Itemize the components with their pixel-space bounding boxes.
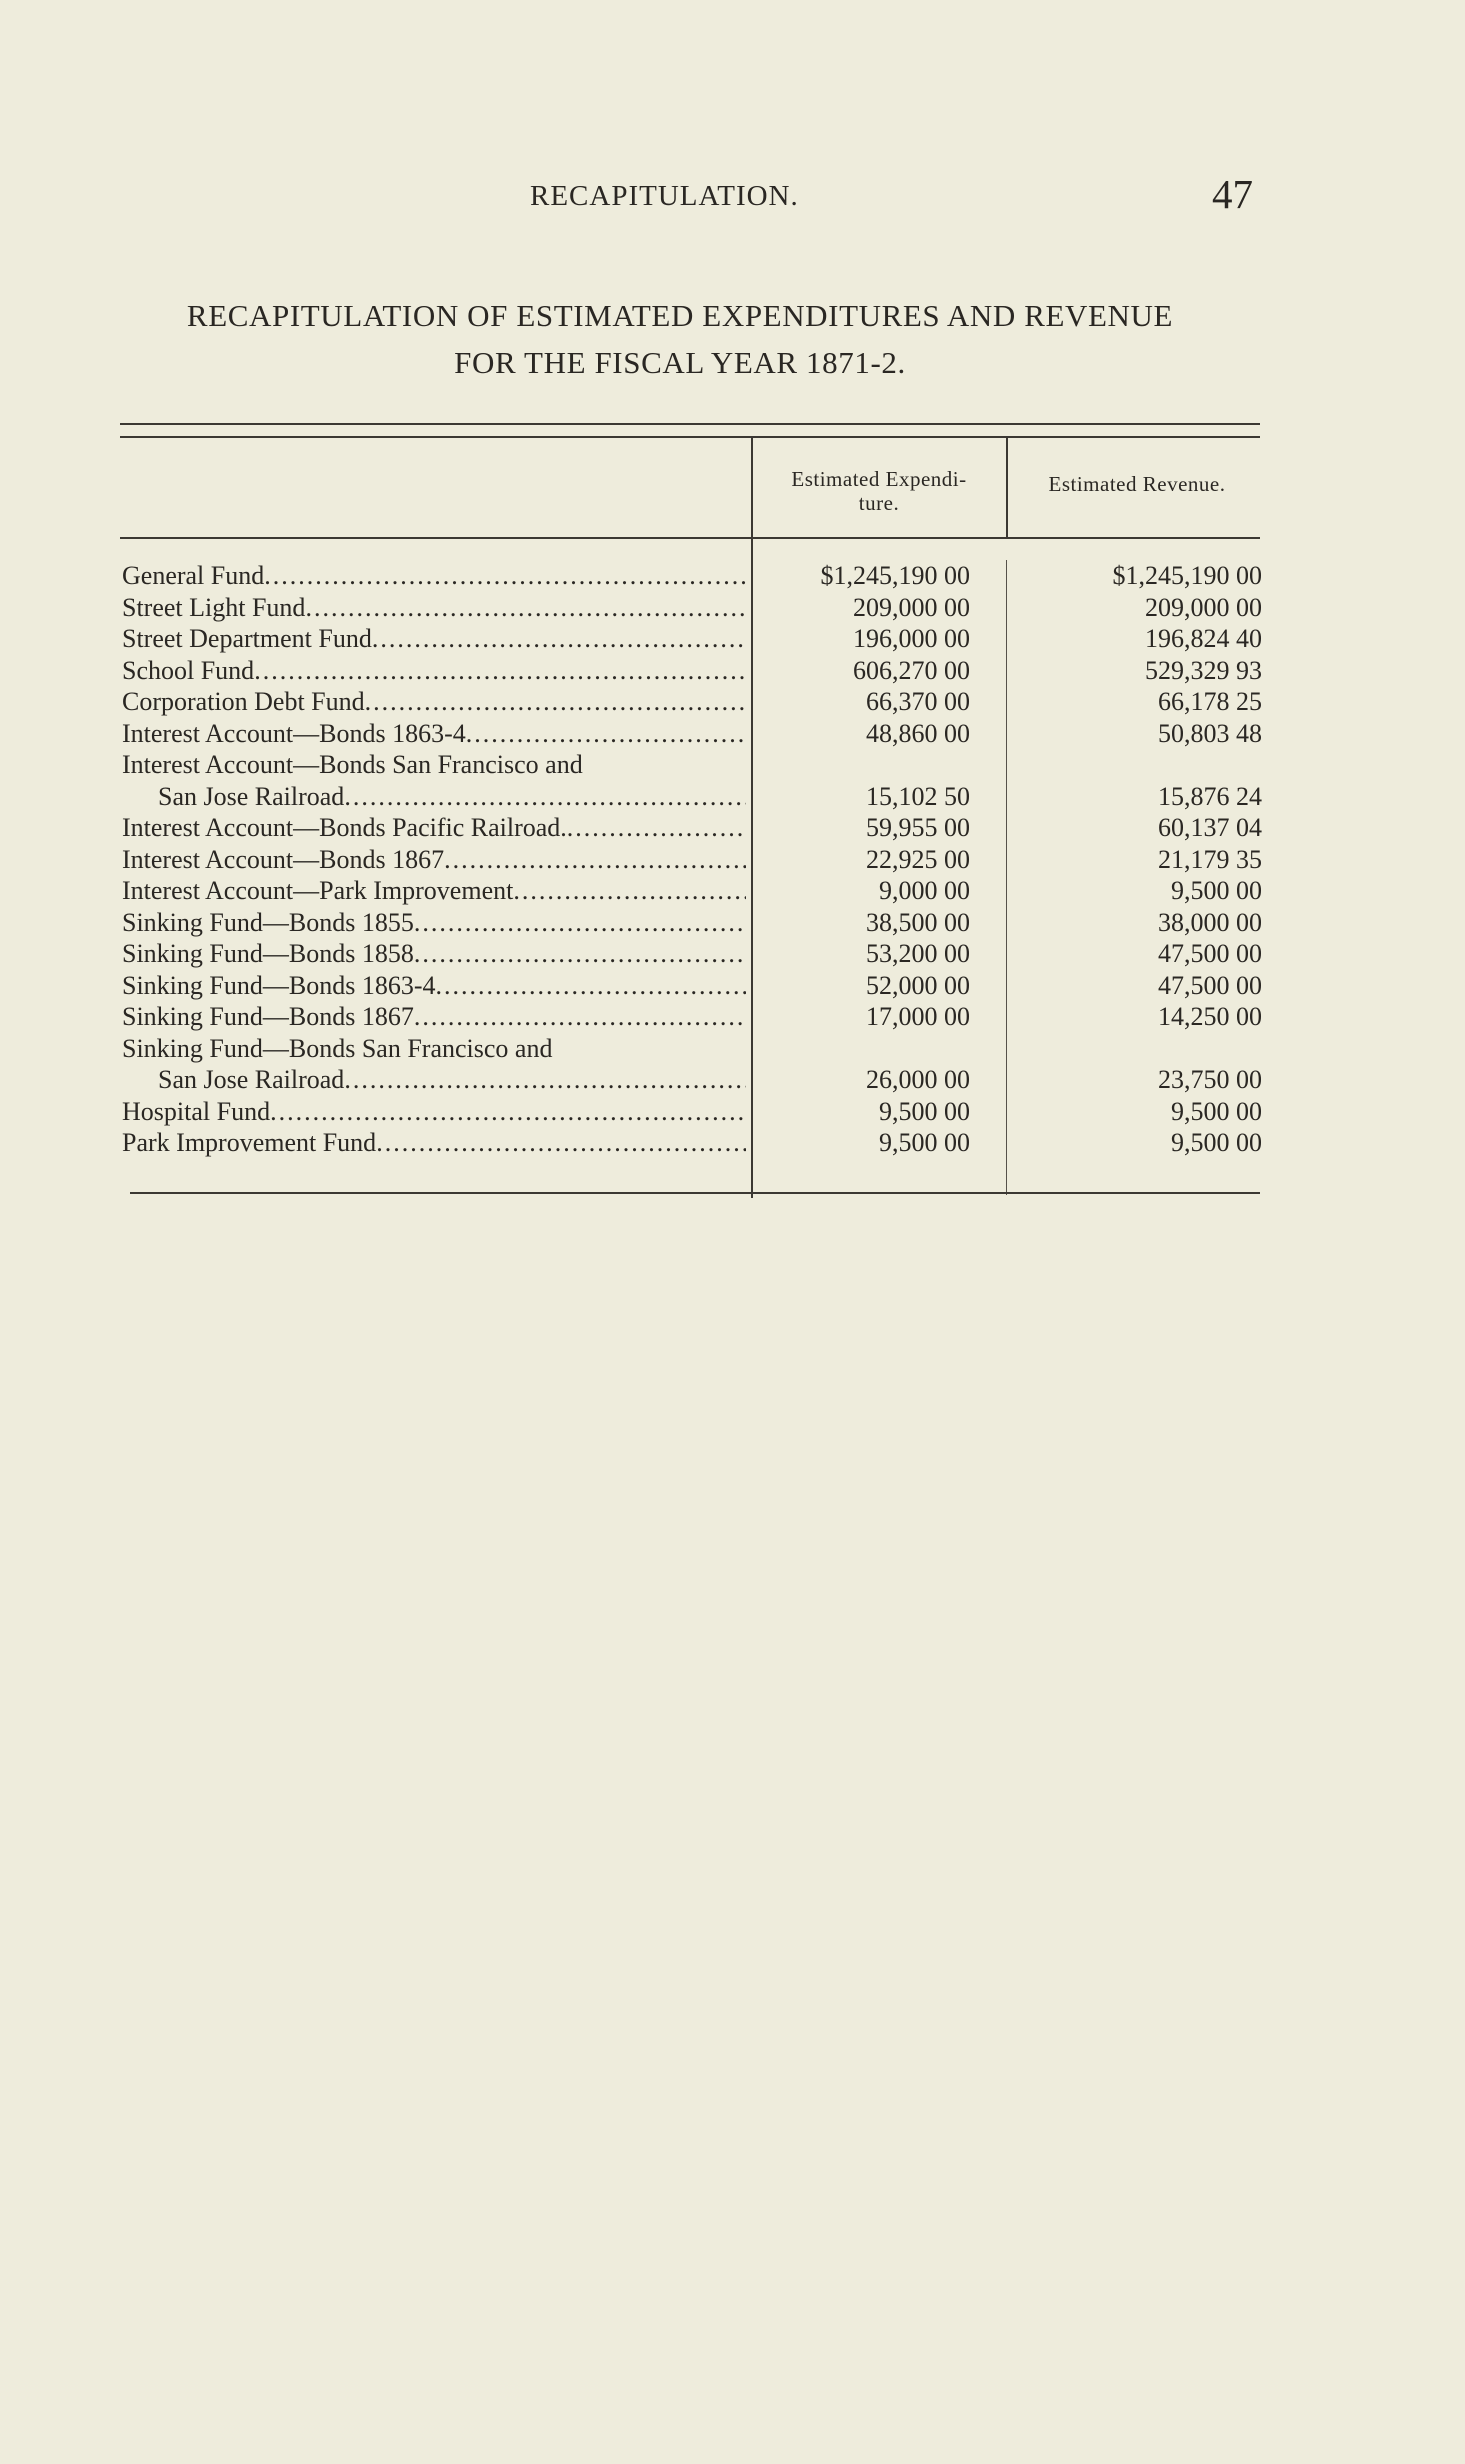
estimated-revenue-cell: 9,500 00 <box>1171 1128 1262 1157</box>
fund-name-text: Hospital Fund <box>122 1096 271 1126</box>
table-row <box>0 655 1465 687</box>
table-row <box>0 844 1465 876</box>
fund-name <box>122 1096 746 1128</box>
estimated-expenditure-cell: 9,500 00 <box>879 1096 970 1126</box>
table-row <box>0 812 1465 844</box>
fund-name <box>122 875 746 907</box>
fund-name <box>122 749 746 812</box>
estimated-expenditure-cell: 15,102 50 <box>866 781 970 811</box>
table-title-line-2: FOR THE FISCAL YEAR 1871-2. <box>454 345 906 380</box>
fund-name <box>122 655 746 687</box>
table-row <box>0 907 1465 939</box>
dot-leader <box>414 907 746 939</box>
estimated-expenditure-cell: 26,000 00 <box>866 1065 970 1094</box>
fund-name <box>122 1001 746 1033</box>
estimated-expenditure-cell: $1,245,190 00 <box>820 561 970 590</box>
top-rule-outer <box>120 423 1260 425</box>
estimated-expenditure-cell: 9,000 00 <box>879 876 970 905</box>
fund-name-text: Sinking Fund—Bonds 1855 <box>122 907 414 937</box>
estimated-expenditure-cell: 606,270 00 <box>853 655 970 685</box>
dot-leader <box>264 560 746 592</box>
dot-leader <box>436 970 747 1002</box>
dot-leader <box>567 812 746 844</box>
estimated-revenue-cell: 50,803 48 <box>1158 718 1262 748</box>
top-rule-inner <box>120 436 1260 438</box>
table-row <box>0 592 1465 624</box>
fund-name-text: Street Department Fund <box>122 624 372 653</box>
table-row <box>0 1001 1465 1033</box>
fund-name-text: Park Improvement Fund <box>122 1128 377 1157</box>
fund-name-text: Interest Account—Bonds 1863-4 <box>122 718 466 748</box>
recapitulation-table-body <box>0 560 1465 1159</box>
fund-name <box>122 623 746 655</box>
column-header-revenue: Estimated Revenue. <box>1048 472 1226 496</box>
estimated-revenue-cell: 60,137 04 <box>1158 813 1262 842</box>
estimated-expenditure-cell: 52,000 00 <box>866 970 970 1000</box>
dot-leader <box>444 844 746 876</box>
estimated-expenditure-cell: 66,370 00 <box>866 687 970 716</box>
fund-name-text: Interest Account—Bonds 1867 <box>122 844 445 874</box>
estimated-expenditure-cell: 59,955 00 <box>866 813 970 842</box>
fund-name-text: Sinking Fund—Bonds 1858 <box>122 939 414 968</box>
fund-name <box>122 970 746 1002</box>
dot-leader <box>344 1065 746 1094</box>
column-header-expenditure-text: Estimated Expendi- ture. <box>791 467 967 515</box>
fund-name <box>122 718 746 750</box>
estimated-expenditure-cell: 17,000 00 <box>866 1002 970 1031</box>
fund-name-text: Street Light Fund <box>122 592 306 622</box>
dot-leader <box>365 686 746 718</box>
fund-name <box>122 812 746 844</box>
dot-leader <box>414 938 746 970</box>
estimated-expenditure-cell: 196,000 00 <box>853 624 970 653</box>
estimated-revenue-cell: 23,750 00 <box>1158 1065 1262 1094</box>
dot-leader <box>372 623 746 655</box>
fund-name <box>122 560 746 592</box>
table-row <box>0 1127 1465 1159</box>
estimated-expenditure-cell: 38,500 00 <box>866 907 970 937</box>
estimated-revenue-cell: 38,000 00 <box>1158 907 1262 937</box>
fund-name-text: Sinking Fund—Bonds San Francisco and <box>122 1033 553 1063</box>
table-row <box>0 970 1465 1002</box>
fund-name-text: School Fund <box>122 655 255 685</box>
fund-name <box>122 592 746 624</box>
fund-name-text: Sinking Fund—Bonds 1863-4 <box>122 970 436 1000</box>
estimated-revenue-cell: 47,500 00 <box>1158 970 1262 1000</box>
dot-leader <box>414 1001 746 1033</box>
fund-name <box>122 686 746 718</box>
estimated-revenue-cell: 21,179 35 <box>1158 844 1262 874</box>
table-row <box>0 938 1465 970</box>
table-row <box>0 1096 1465 1128</box>
table-row <box>0 749 1465 812</box>
fund-name-text: Interest Account—Bonds San Francisco and <box>122 750 583 779</box>
estimated-revenue-cell: 15,876 24 <box>1158 781 1262 811</box>
fund-name-text: San Jose Railroad <box>158 781 345 811</box>
table-row <box>0 686 1465 718</box>
table-row <box>0 623 1465 655</box>
dot-leader <box>254 655 746 687</box>
fund-name <box>122 844 746 876</box>
column-divider-2-header <box>1006 438 1008 537</box>
fund-name <box>122 938 746 970</box>
fund-name <box>122 1127 746 1159</box>
dot-leader <box>344 782 746 811</box>
estimated-revenue-cell: 209,000 00 <box>1145 592 1262 622</box>
fund-name <box>122 907 746 939</box>
estimated-revenue-cell: 196,824 40 <box>1145 624 1262 653</box>
running-head: RECAPITULATION. <box>530 180 799 212</box>
estimated-revenue-cell: 9,500 00 <box>1171 1096 1262 1126</box>
dot-leader <box>513 875 746 907</box>
fund-name-text: Interest Account—Park Improvement <box>122 876 514 905</box>
estimated-revenue-cell: 529,329 93 <box>1145 655 1262 685</box>
estimated-expenditure-cell: 209,000 00 <box>853 592 970 622</box>
column-header-expenditure <box>754 467 1004 515</box>
page-number: 47 <box>1212 171 1253 217</box>
dot-leader <box>376 1127 746 1159</box>
estimated-revenue-cell: 9,500 00 <box>1171 876 1262 905</box>
estimated-revenue-cell: 47,500 00 <box>1158 939 1262 968</box>
dot-leader <box>466 718 746 750</box>
dot-leader <box>305 592 746 624</box>
estimated-expenditure-cell: 53,200 00 <box>866 939 970 968</box>
estimated-revenue-cell: $1,245,190 00 <box>1112 561 1262 590</box>
table-row <box>0 718 1465 750</box>
table-row <box>0 875 1465 907</box>
estimated-revenue-cell: 66,178 25 <box>1158 687 1262 716</box>
fund-name-text: Interest Account—Bonds Pacific Railroad. <box>122 813 567 842</box>
table-row <box>0 1033 1465 1096</box>
estimated-revenue-cell: 14,250 00 <box>1158 1002 1262 1031</box>
fund-name-text: Corporation Debt Fund <box>122 687 365 716</box>
bottom-rule <box>130 1192 1260 1194</box>
estimated-expenditure-cell: 9,500 00 <box>879 1128 970 1157</box>
dot-leader <box>270 1096 746 1128</box>
table-title-line-1: RECAPITULATION OF ESTIMATED EXPENDITURES AND REVENUE <box>186 298 1174 333</box>
estimated-expenditure-cell: 48,860 00 <box>866 718 970 748</box>
header-rule <box>120 537 1260 539</box>
fund-name-text: Sinking Fund—Bonds 1867 <box>122 1002 414 1031</box>
fund-name-text: General Fund <box>122 561 265 590</box>
table-row <box>0 560 1465 592</box>
fund-name <box>122 1033 746 1096</box>
fund-name-text: San Jose Railroad <box>158 1065 345 1094</box>
estimated-expenditure-cell: 22,925 00 <box>866 844 970 874</box>
